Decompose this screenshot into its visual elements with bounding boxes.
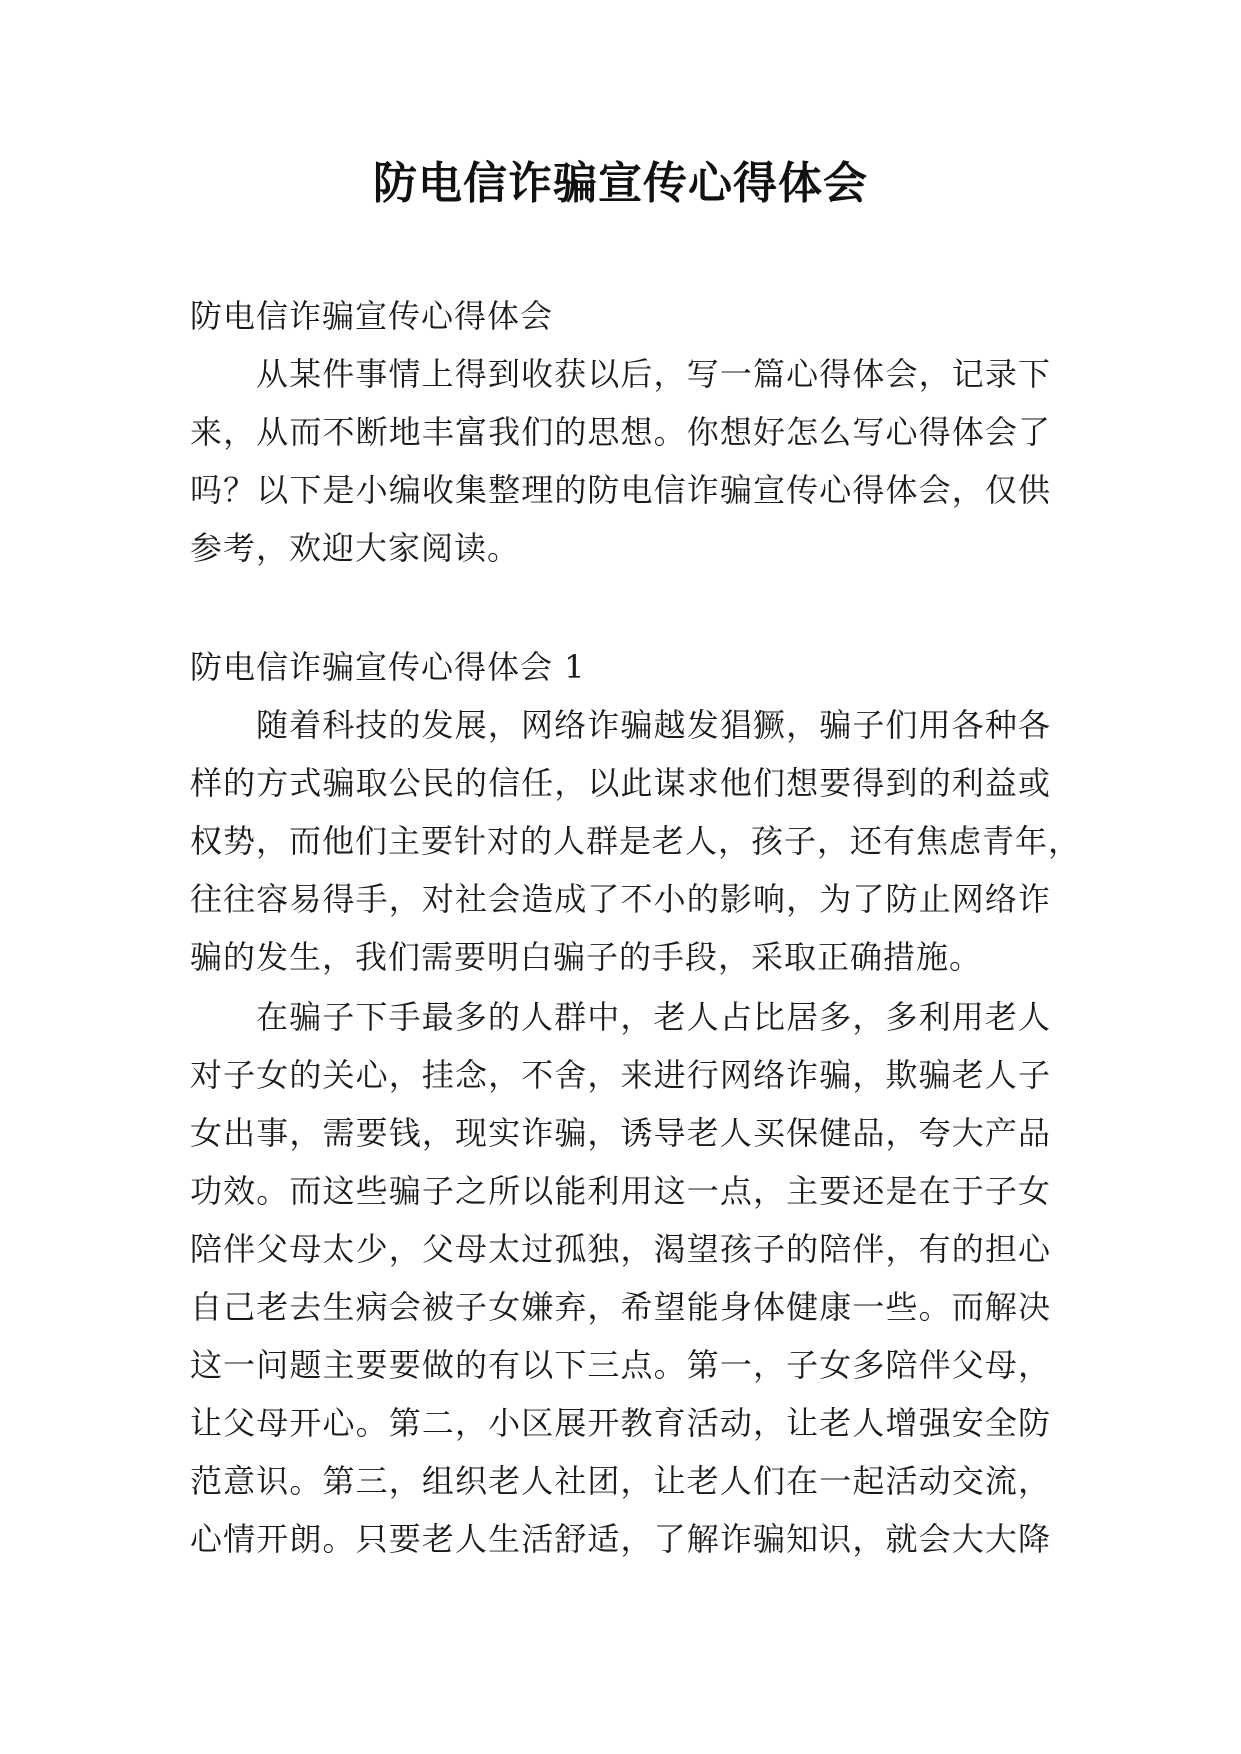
paragraph-line: 权势，而他们主要针对的人群是老人，孩子，还有焦虑青年， <box>190 822 1082 860</box>
paragraph-line: 陪伴父母太少，父母太过孤独，渴望孩子的陪伴，有的担心 <box>190 1230 1051 1268</box>
document-body <box>190 287 1082 1568</box>
paragraph-line: 让父母开心。第二，小区展开教育活动，让老人增强安全防 <box>190 1404 1051 1442</box>
paragraph-line: 吗？以下是小编收集整理的防电信诈骗宣传心得体会，仅供 <box>190 471 1051 509</box>
section-spacer <box>190 577 1051 638</box>
paragraph-line: 参考，欢迎大家阅读。 <box>190 529 521 567</box>
intro-heading: 防电信诈骗宣传心得体会 <box>190 297 554 335</box>
paragraph-line: 对子女的关心，挂念，不舍，来进行网络诈骗，欺骗老人子 <box>190 1056 1051 1094</box>
paragraph-line: 自己老去生病会被子女嫌弃，希望能身体健康一些。而解决 <box>190 1288 1051 1326</box>
paragraph-line: 这一问题主要要做的有以下三点。第一，子女多陪伴父母， <box>190 1346 1051 1384</box>
paragraph-line: 来，从而不断地丰富我们的思想。你想好怎么写心得体会了 <box>190 413 1051 451</box>
section-paragraph-2 <box>190 988 1051 1568</box>
paragraph-line: 骗的发生，我们需要明白骗子的手段，采取正确措施。 <box>190 938 983 976</box>
intro-paragraph <box>190 345 1051 577</box>
paragraph-line: 女出事，需要钱，现实诈骗，诱导老人买保健品，夸大产品 <box>190 1114 1051 1152</box>
paragraph-line: 心情开朗。只要老人生活舒适，了解诈骗知识，就会大大降 <box>190 1520 1051 1558</box>
paragraph-line: 样的方式骗取公民的信任，以此谋求他们想要得到的利益或 <box>190 764 1051 802</box>
paragraph-line: 在骗子下手最多的人群中，老人占比居多，多利用老人 <box>256 998 1051 1036</box>
paragraph-line: 从某件事情上得到收获以后，写一篇心得体会，记录下 <box>256 355 1051 393</box>
section-paragraph-1 <box>190 696 1082 986</box>
document-title: 防电信诈骗宣传心得体会 <box>373 158 868 209</box>
paragraph-line: 随着科技的发展，网络诈骗越发猖獗，骗子们用各种各 <box>256 706 1051 744</box>
paragraph-line: 功效。而这些骗子之所以能利用这一点，主要还是在于子女 <box>190 1172 1051 1210</box>
paragraph-line: 往往容易得手，对社会造成了不小的影响，为了防止网络诈 <box>190 880 1051 918</box>
paragraph-line: 范意识。第三，组织老人社团，让老人们在一起活动交流， <box>190 1462 1051 1500</box>
section-heading: 防电信诈骗宣传心得体会 1 <box>190 648 586 686</box>
